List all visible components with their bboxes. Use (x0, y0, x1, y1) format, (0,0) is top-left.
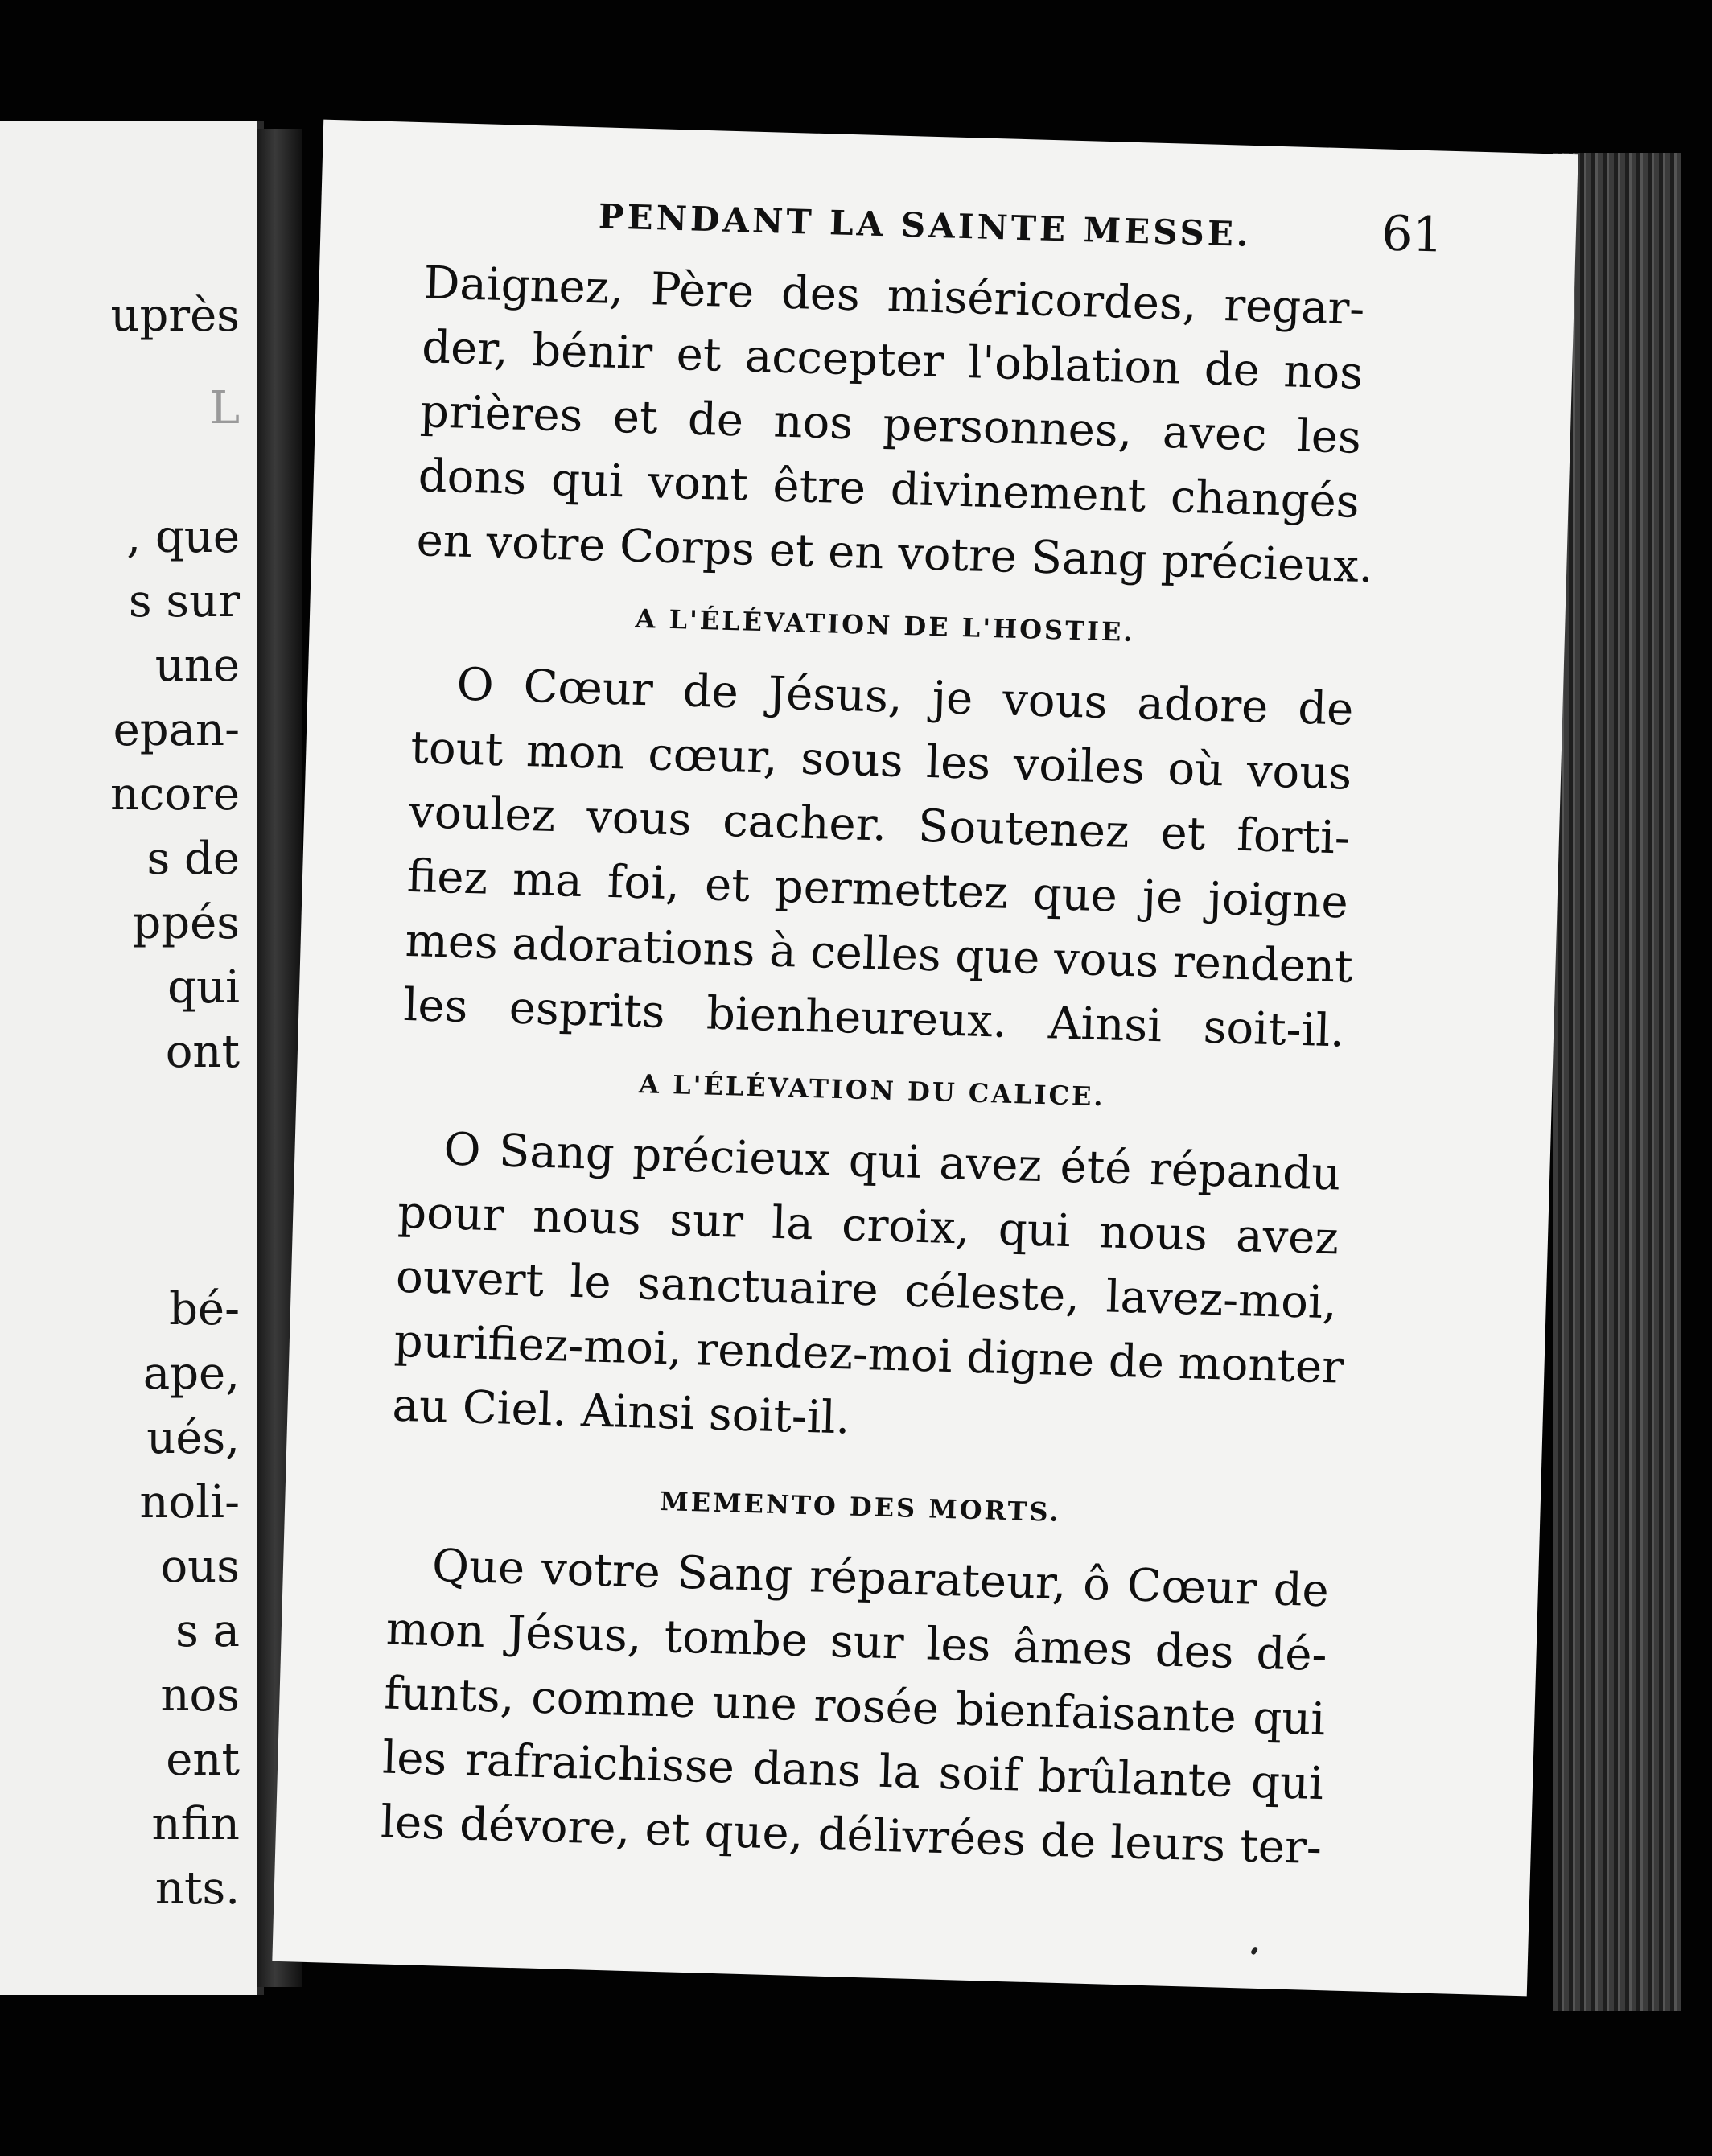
page-61 (272, 120, 1578, 1997)
left-fragment: ppés (132, 897, 240, 949)
text-line: mon Jésus, tombe sur les âmes des dé- (385, 1603, 1328, 1682)
page-body (380, 251, 1374, 1881)
ink-speck (1250, 1946, 1258, 1956)
running-header (598, 183, 1444, 264)
paragraph-elevation-chalice (392, 1117, 1342, 1465)
left-fragment: noli- (139, 1476, 240, 1529)
text-line: dons qui vont être divinement changés (418, 450, 1360, 529)
page-edges (1553, 153, 1681, 2011)
page-number: 61 (1381, 205, 1444, 264)
text-line: en votre Corps et en votre Sang précieux. (415, 514, 1374, 594)
text-line: voulez vous cacher. Soutenez et forti- (408, 785, 1351, 865)
left-fragment: ent (166, 1734, 240, 1786)
text-line: pour nous sur la croix, qui nous avez (397, 1186, 1340, 1265)
heading-elevation-chalice: A L'ÉLÉVATION DU CALICE. (638, 1068, 1106, 1113)
text-line: au Ciel. Ainsi soit-il. (391, 1379, 851, 1445)
text-line: purifiez-moi, rendez-moi digne de monter (393, 1315, 1344, 1394)
text-line: fiez ma foi, et permettez que je joigne (406, 850, 1349, 929)
text-line: der, bénir et accepter l'oblation de nos (421, 321, 1364, 400)
left-fragment: nfin (151, 1798, 240, 1850)
left-fragment: ncore (109, 768, 240, 821)
left-page-fragment (0, 121, 264, 1995)
heading-elevation-host: A L'ÉLÉVATION DE L'HOSTIE. (635, 603, 1135, 648)
text-line: les esprits bienheureux. Ainsi soit-il. (402, 978, 1346, 1058)
left-fragment: bé- (169, 1283, 240, 1335)
left-fragment: s sur (128, 575, 240, 627)
paragraph-memento (380, 1533, 1330, 1882)
text-line: O Sang précieux qui avez été répandu (442, 1123, 1342, 1201)
text-line: mes adorations à celles que vous rendent (404, 914, 1354, 994)
left-fragment: ont (165, 1026, 240, 1078)
left-fragment: ués, (146, 1412, 240, 1464)
left-fragment: L (209, 382, 240, 434)
left-fragment: s a (175, 1605, 240, 1657)
text-line: Daignez, Père des miséricordes, regar- (422, 257, 1366, 335)
left-fragment: qui (167, 961, 240, 1014)
left-fragment: s de (146, 833, 240, 885)
paragraph-offertory (415, 251, 1374, 599)
paragraph-elevation-host (402, 652, 1354, 1064)
left-fragment: une (154, 640, 240, 692)
left-fragment: uprès (110, 290, 240, 342)
left-fragment: nts. (154, 1862, 240, 1915)
heading-memento: MEMENTO DES MORTS. (659, 1486, 1061, 1528)
left-fragment: ous (160, 1541, 240, 1593)
left-fragment: , que (126, 511, 240, 563)
left-fragment: ape, (142, 1348, 240, 1400)
text-line: Que votre Sang réparateur, ô Cœur de (431, 1540, 1330, 1618)
left-fragment: epan- (113, 704, 240, 756)
text-line: O Cœur de Jésus, je vous adore de (455, 658, 1355, 736)
text-line: funts, comme une rosée bienfaisante qui (383, 1667, 1327, 1747)
text-line: prières et de nos personnes, avec les (419, 385, 1362, 464)
text-line: les rafraichisse dans la soif brûlante qui (381, 1731, 1324, 1811)
text-line: ouvert le sanctuaire céleste, lavez-moi, (395, 1250, 1338, 1330)
text-line: tout mon cœur, sous les voiles où vous (409, 722, 1352, 800)
running-title: PENDANT LA SAINTE MESSE. (598, 196, 1253, 254)
text-line: les dévore, et que, délivrées de leurs ter- (380, 1796, 1323, 1875)
left-fragment: nos (160, 1669, 240, 1722)
